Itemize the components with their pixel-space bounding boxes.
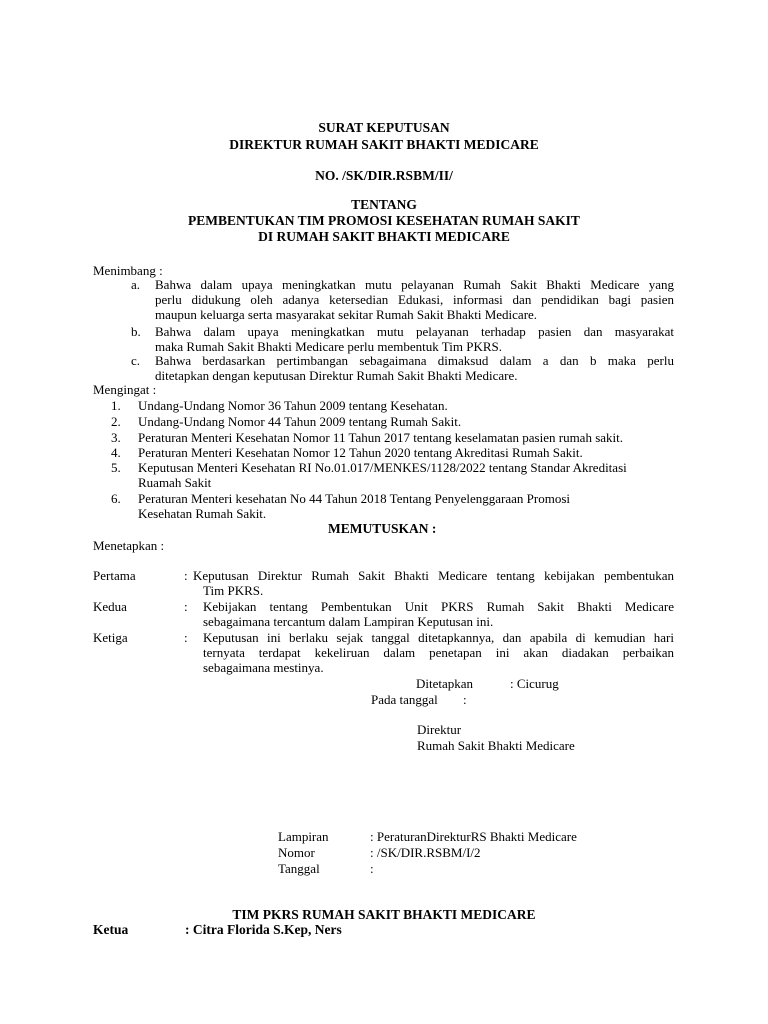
mengingat-item-4: Peraturan Menteri Kesehatan Nomor 12 Tahun 2020 tentang Akreditasi Rumah Sakit. [138,445,583,460]
mengingat-marker-2: 2. [111,414,121,429]
ketiga-label: Ketiga [93,630,128,645]
kedua-line-1: Kebijakan tentang Pembentukan Unit PKRS Rumah Sakit Bhakti Medicare [203,599,674,614]
ketua-label: Ketua [93,922,129,937]
menimbang-label: Menimbang : [93,263,163,278]
pada-tanggal-value: : [463,692,467,707]
menimbang-a-line-2: perlu didukung oleh adanya ketersedian Edukasi, informasi dan pendidikan bagi pasien [155,292,674,307]
pertama-line-2: Tim PKRS. [203,583,264,598]
mengingat-marker-6: 6. [111,491,121,506]
tanggal-label: Tanggal [278,861,320,876]
mengingat-5-line-1: Keputusan Menteri Kesehatan RI No.01.017/MENKES/1128/2022 tentang Standar Akreditasi [138,460,627,475]
mengingat-marker-1: 1. [111,398,121,413]
kedua-text [203,599,674,629]
mengingat-5-line-2: Ruamah Sakit [138,475,212,490]
kedua-line-2: sebagaimana tercantum dalam Lampiran Keputusan ini. [203,614,494,629]
menimbang-b-line-2: maka Rumah Sakit Bhakti Medicare perlu membentuk Tim PKRS. [155,339,503,354]
lampiran-label: Lampiran [278,829,329,844]
subject-line-1: PEMBENTUKAN TIM PROMOSI KESEHATAN RUMAH SAKIT [188,213,580,228]
signature-org: Rumah Sakit Bhakti Medicare [417,738,575,753]
menimbang-b-line-1: Bahwa dalam upaya meningkatkan mutu pelayanan terhadap pasien dan masyarakat [155,324,674,339]
signature-title: Direktur [417,722,462,737]
mengingat-item-3: Peraturan Menteri Kesehatan Nomor 11 Tahun 2017 tentang keselamatan pasien rumah sakit. [138,430,623,445]
ketiga-line-3: sebagaimana mestinya. [203,660,324,675]
ketiga-line-1: Keputusan ini berlaku sejak tanggal ditetapkannya, dan apabila di kemudian hari [203,630,674,645]
pertama-text [193,568,674,598]
header-line-1: SURAT KEPUTUSAN [318,120,450,135]
lampiran-value: : PeraturanDirekturRS Bhakti Medicare [370,829,577,844]
mengingat-marker-5: 5. [111,460,121,475]
mengingat-marker-3: 3. [111,430,121,445]
mengingat-item-2: Undang-Undang Nomor 44 Tahun 2009 tentang Rumah Sakit. [138,414,462,429]
memutuskan-heading: MEMUTUSKAN : [328,521,437,536]
mengingat-marker-4: 4. [111,445,121,460]
menimbang-marker-b: b. [131,324,141,339]
kedua-label: Kedua [93,599,127,614]
menimbang-c-line-2: ditetapkan dengan keputusan Direktur Rumah Sakit Bhakti Medicare. [155,368,518,383]
mengingat-item-5 [138,460,627,490]
pertama-line-1: Keputusan Direktur Rumah Sakit Bhakti Medicare tentang kebijakan pembentukan [193,568,674,583]
menimbang-marker-c: c. [131,353,141,368]
ketiga-line-2: ternyata terdapat kekeliruan dalam penetapan ini akan diadakan perbaikan [203,645,674,660]
menimbang-item-b [155,324,674,354]
team-title: TIM PKRS RUMAH SAKIT BHAKTI MEDICARE [232,907,536,922]
ketiga-colon: : [184,630,188,645]
menimbang-item-c [155,353,674,383]
nomor-label: Nomor [278,845,315,860]
tanggal-value: : [370,861,374,876]
mengingat-label: Mengingat : [93,382,157,397]
ketua-value: : Citra Florida S.Kep, Ners [185,922,342,937]
menimbang-c-line-1: Bahwa berdasarkan pertimbangan sebagaimana dimaksud dalam a dan b maka perlu [155,353,674,368]
ketiga-text [203,630,674,675]
ditetapkan-label: Ditetapkan [416,676,474,691]
menetapkan-label: Menetapkan : [93,538,165,553]
subject-line-2: DI RUMAH SAKIT BHAKTI MEDICARE [258,229,510,244]
mengingat-6-line-1: Peraturan Menteri kesehatan No 44 Tahun 2018 Tentang Penyelenggaraan Promosi [138,491,571,506]
tentang-heading: TENTANG [351,197,417,212]
kedua-colon: : [184,599,188,614]
mengingat-item-6 [138,491,570,521]
menimbang-marker-a: a. [131,277,141,292]
pada-tanggal-label: Pada tanggal [371,692,438,707]
header-line-2: DIREKTUR RUMAH SAKIT BHAKTI MEDICARE [229,137,539,152]
decree-number: NO. /SK/DIR.RSBM/II/ [315,168,453,183]
nomor-value: : /SK/DIR.RSBM/I/2 [370,845,481,860]
mengingat-item-1: Undang-Undang Nomor 36 Tahun 2009 tentang Kesehatan. [138,398,448,413]
menimbang-a-line-3: maupun keluarga serta masyarakat sekitar Rumah Sakit Bhakti Medicare. [155,307,538,322]
pertama-label: Pertama [93,568,136,583]
ditetapkan-value: : Cicurug [510,676,559,691]
pertama-colon: : [184,568,188,583]
mengingat-6-line-2: Kesehatan Rumah Sakit. [138,506,267,521]
menimbang-item-a [155,277,674,322]
menimbang-a-line-1: Bahwa dalam upaya meningkatkan mutu pelayanan Rumah Sakit Bhakti Medicare yang [155,277,674,292]
